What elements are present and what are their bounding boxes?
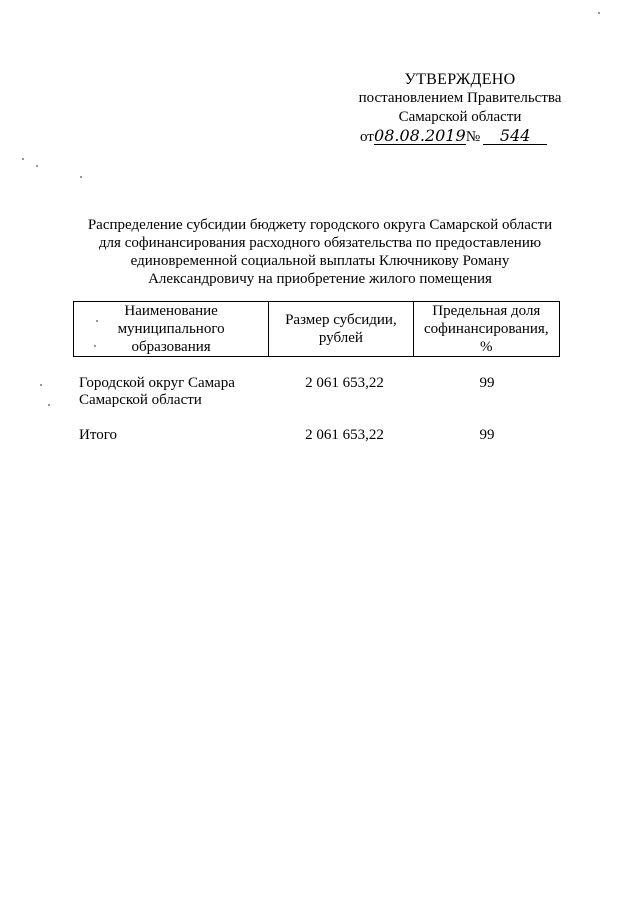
- title-line-3: единовременной социальной выплаты Ключникову Роману: [130, 253, 510, 269]
- title-line-4: Александровичу на приобретение жилого помещения: [148, 271, 492, 287]
- header-share-line-2: софинансирования,: [424, 321, 549, 337]
- approval-heading: УТВЕРЖДЕНО: [404, 71, 516, 88]
- handwritten-number: 544: [483, 127, 547, 145]
- subsidy-table: [73, 301, 560, 444]
- header-amount-line-1: Размер субсидии,: [285, 312, 397, 328]
- header-amount-line-2: рублей: [318, 330, 363, 346]
- scan-speck: [36, 165, 38, 167]
- scan-speck: [40, 384, 42, 386]
- title-line-2: для софинансирования расходного обязательства по предоставлению: [98, 235, 542, 251]
- row-amount: 2 061 653,22: [305, 375, 384, 391]
- header-share-line-1: Предельная доля: [432, 303, 541, 319]
- approval-line-1: постановлением Правительства: [358, 90, 562, 106]
- row-municipality: [73, 375, 269, 409]
- scan-speck: [80, 176, 82, 178]
- document-title: [70, 216, 570, 288]
- header-municipality-line-1: Наименование: [124, 303, 218, 319]
- row-share: 99: [479, 375, 495, 391]
- header-municipality-line-2: муниципального: [117, 321, 225, 337]
- table-header: [73, 301, 560, 357]
- scan-speck: [48, 404, 50, 406]
- title-line-1: Распределение субсидии бюджету городского округа Самарской области: [87, 217, 553, 233]
- header-cofinancing-share: [414, 302, 559, 356]
- header-subsidy-amount: [269, 302, 413, 356]
- total-label: Итого: [79, 427, 117, 443]
- scan-speck: [22, 158, 24, 160]
- date-prefix: от: [360, 129, 374, 145]
- total-amount: 2 061 653,22: [305, 427, 384, 443]
- row-municipality-line-2: Самарской области: [79, 392, 202, 408]
- row-municipality-line-1: Городской округ Самара: [79, 375, 235, 391]
- header-municipality-line-3: образования: [131, 339, 211, 355]
- handwritten-date: 08.08.2019: [374, 126, 466, 145]
- approval-date-line: [340, 127, 580, 147]
- table-row: [73, 375, 560, 409]
- approval-block: [340, 70, 580, 147]
- table-total-row: [73, 427, 560, 444]
- total-share: 99: [479, 427, 495, 443]
- number-prefix: №: [465, 129, 481, 145]
- header-share-line-3: %: [480, 339, 493, 355]
- scan-speck: [96, 320, 98, 322]
- header-municipality: [74, 302, 269, 356]
- scan-speck: [598, 12, 600, 14]
- scan-speck: [94, 345, 96, 347]
- approval-line-2: Самарской области: [398, 109, 522, 125]
